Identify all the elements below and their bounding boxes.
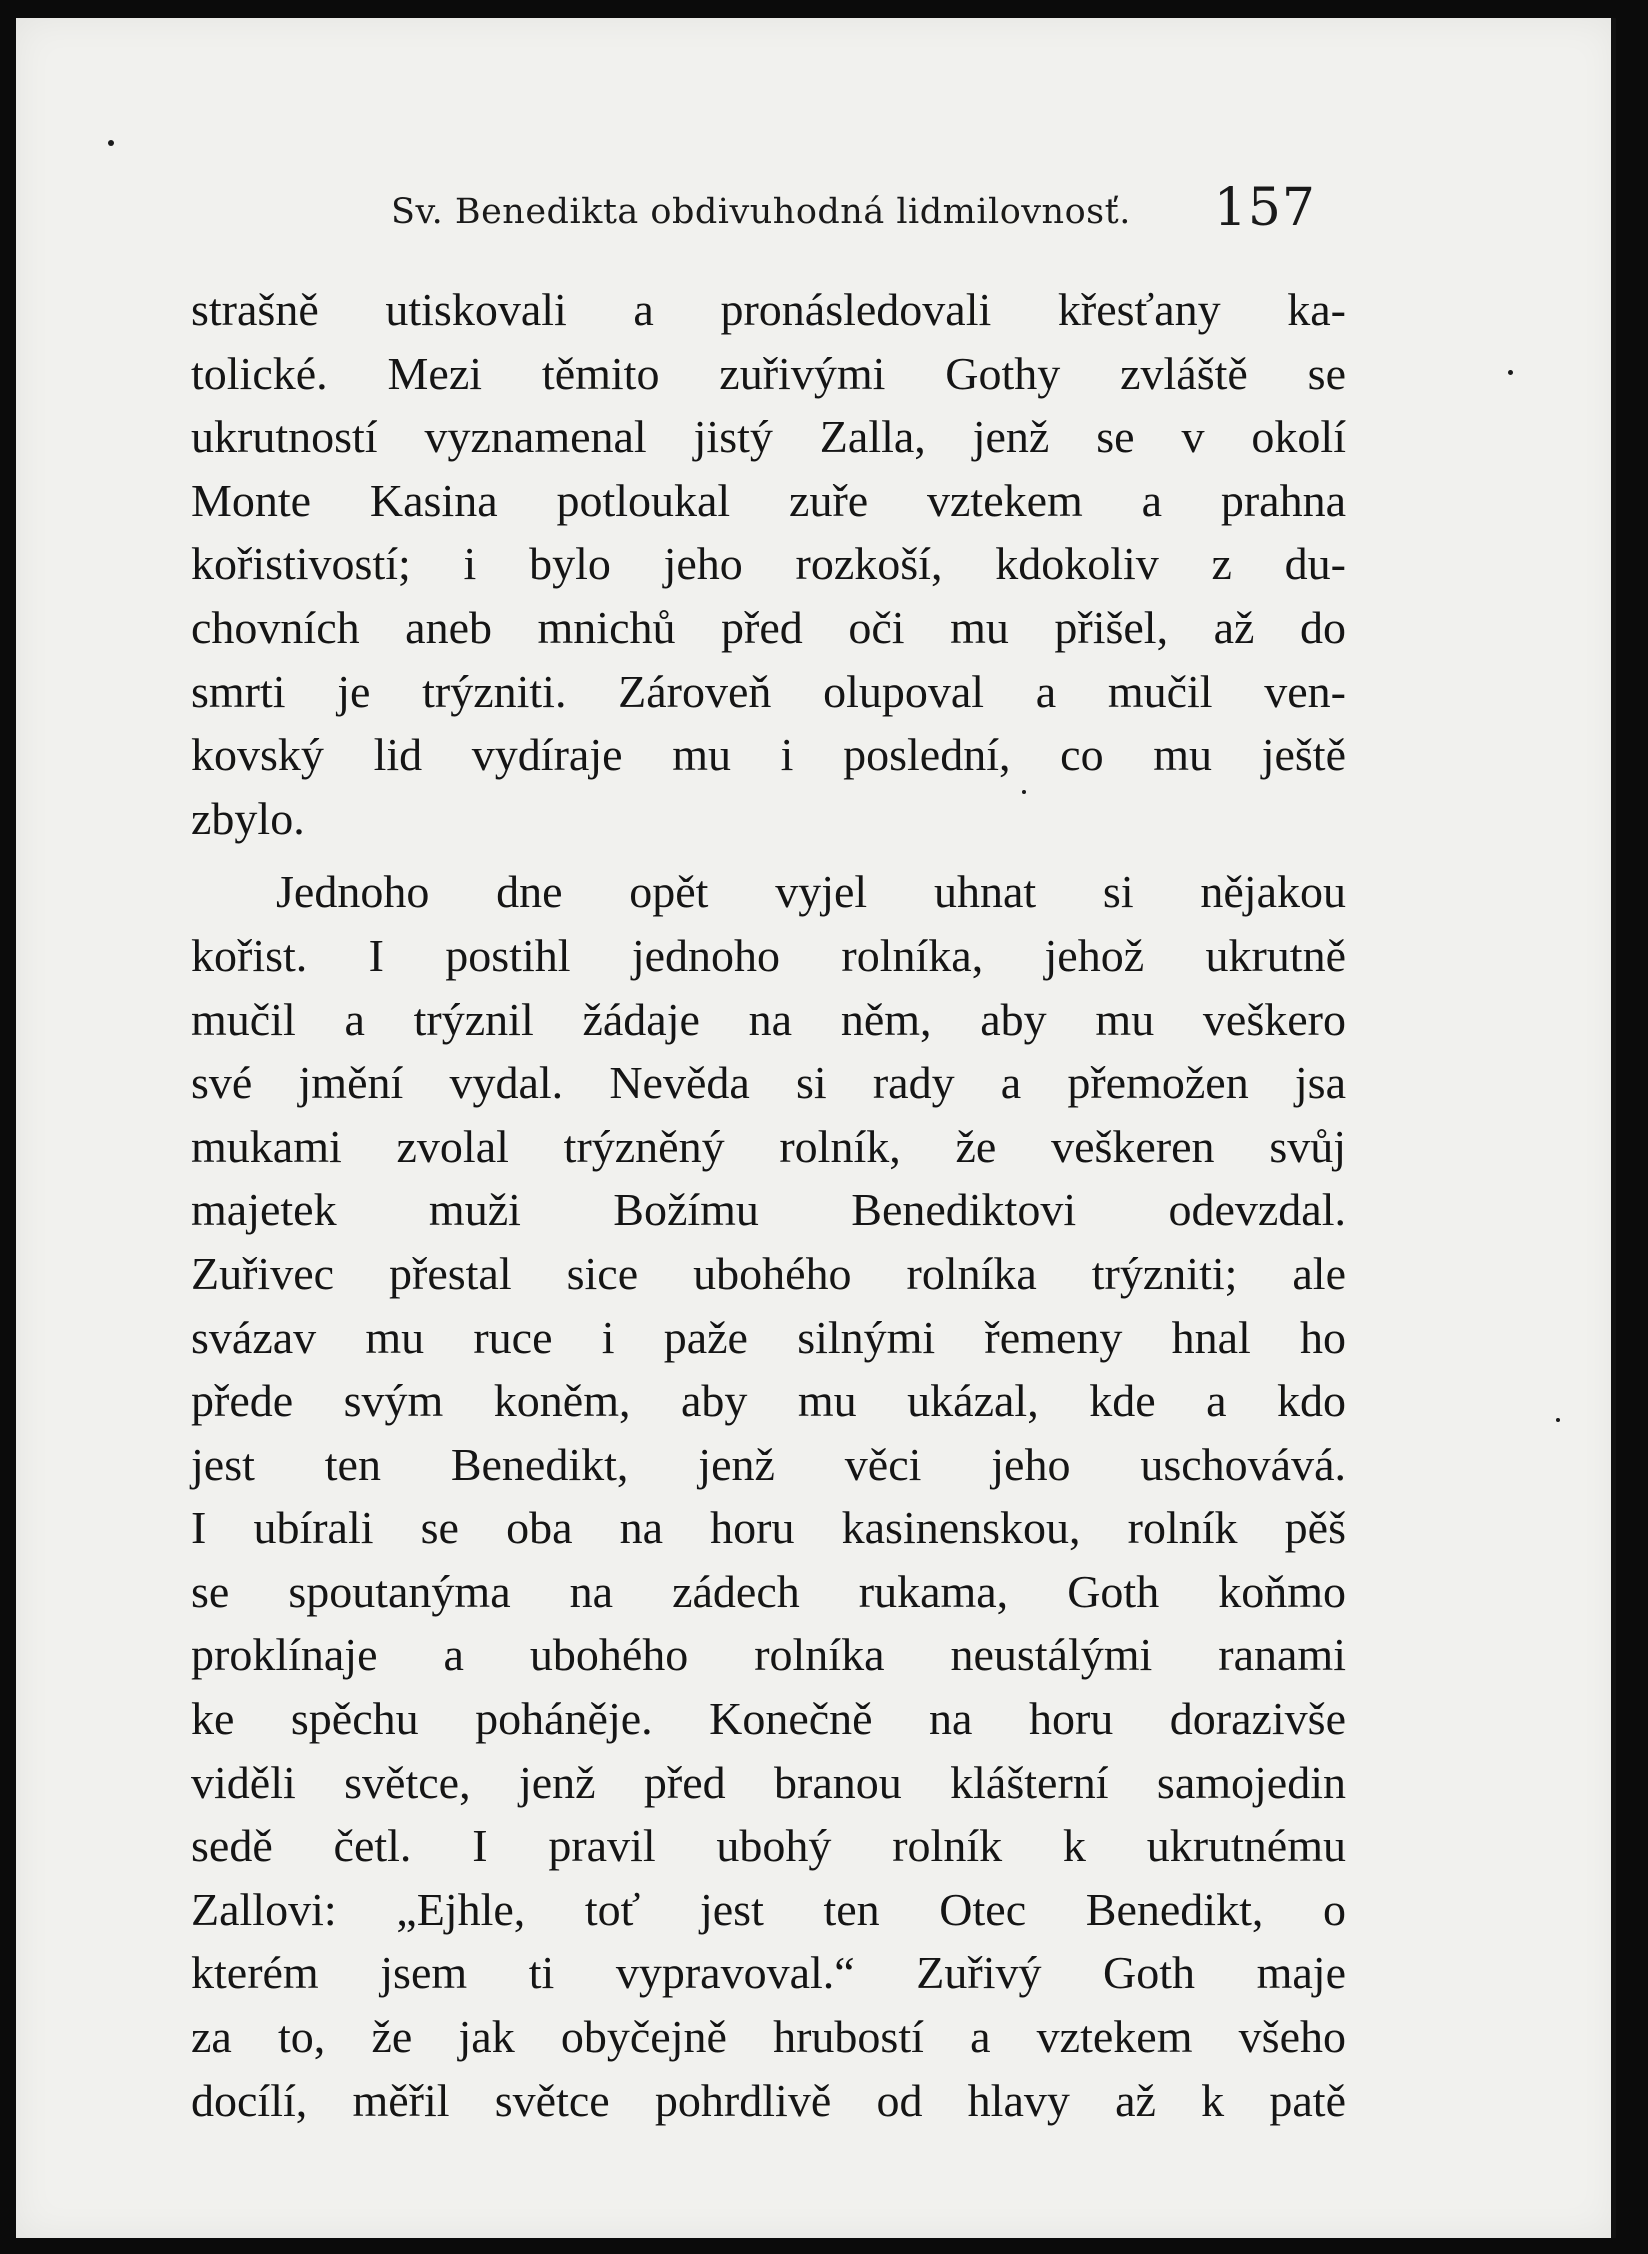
paper-speck	[1508, 370, 1513, 375]
text-line: své jmění vydal. Nevěda si rady a přemožen jsa	[191, 1057, 1346, 1109]
paper-speck	[1022, 790, 1026, 794]
text-line: tolické. Mezi těmito zuřivými Gothy zvláště se	[191, 347, 1346, 399]
paragraph-1	[191, 278, 1346, 850]
text-line: proklínaje a ubohého rolníka neustálými ranami	[191, 1629, 1346, 1681]
text-line: se spoutanýma na zádech rukama, Goth koňmo	[191, 1565, 1346, 1617]
text-line: Zuřivec přestal sice ubohého rolníka trýzniti; ale	[191, 1247, 1346, 1299]
text-line: svázav mu ruce i paže silnými řemeny hnal ho	[191, 1311, 1346, 1363]
page-number: 157	[1213, 178, 1316, 238]
text-line: docílí, měřil světce pohrdlivě od hlavy až k patě	[191, 2074, 1346, 2126]
text-line: Monte Kasina potloukal zuře vztekem a prahna	[191, 474, 1346, 526]
text-line: zbylo.	[191, 792, 305, 844]
text-line: majetek muži Božímu Benediktovi odevzdal.	[191, 1184, 1346, 1236]
text-line: kovský lid vydíraje mu i poslední, co mu ještě	[191, 729, 1346, 781]
body-text	[191, 278, 1346, 2132]
text-line: ukrutností vyznamenal jistý Zalla, jenž se v okolí	[191, 411, 1346, 463]
text-line: I ubírali se oba na horu kasinenskou, rolník pěš	[191, 1502, 1346, 1554]
paper-speck	[108, 140, 114, 146]
text-line: sedě četl. I pravil ubohý rolník k ukrutnému	[191, 1820, 1346, 1872]
text-line: viděli světce, jenž před branou klášterní samojedin	[191, 1756, 1346, 1808]
text-line: ke spěchu poháněje. Konečně na horu dorazivše	[191, 1693, 1346, 1745]
paper-speck	[1556, 1418, 1560, 1422]
text-line: chovních aneb mnichů před oči mu přišel, až do	[191, 601, 1346, 653]
text-line: kterém jsem ti vypravoval.“ Zuřivý Goth maje	[191, 1947, 1346, 1999]
text-line: strašně utiskovali a pronásledovali křesťany ka-	[191, 284, 1346, 335]
text-line: kořistivostí; i bylo jeho rozkoší, kdokoliv z du-	[191, 538, 1346, 590]
text-line: Jednoho dne opět vyjel uhnat si nějakou	[276, 866, 1346, 918]
book-page	[16, 18, 1616, 2238]
text-line: jest ten Benedikt, jenž věci jeho uschovává.	[191, 1438, 1346, 1490]
text-line: za to, že jak obyčejně hrubostí a vztekem všeho	[191, 2011, 1346, 2063]
running-head	[191, 178, 1316, 248]
text-line: smrti je trýzniti. Zároveň olupoval a mučil ven-	[191, 665, 1346, 717]
running-title: Sv. Benedikta obdivuhodná lidmilovnosť.	[391, 192, 1131, 232]
text-line: kořist. I postihl jednoho rolníka, jehož ukrutně	[191, 929, 1346, 981]
paragraph-2	[191, 860, 1346, 2132]
text-line: mukami zvolal trýzněný rolník, že veškeren svůj	[191, 1120, 1346, 1172]
text-line: Zallovi: „Ejhle, toť jest ten Otec Benedikt, o	[191, 1883, 1346, 1935]
text-line: mučil a trýznil žádaje na něm, aby mu veškero	[191, 993, 1346, 1045]
text-line: přede svým koněm, aby mu ukázal, kde a kdo	[191, 1375, 1346, 1427]
